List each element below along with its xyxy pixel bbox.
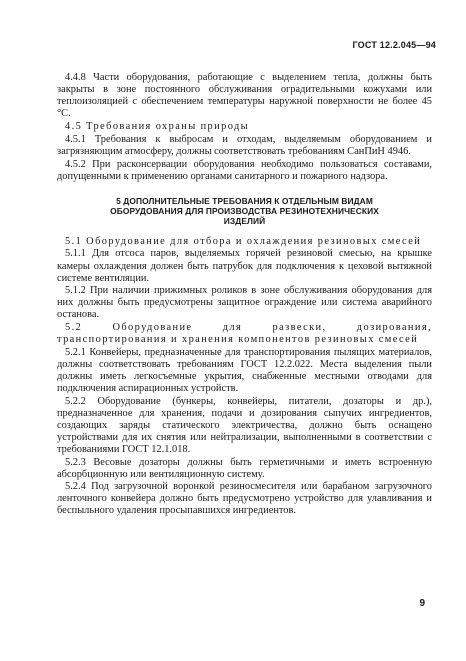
paragraph-5-1-1: 5.1.1 Для отсоса паров, выделяемых горячей резиновой смесью, на крышке камеры охлаждения должен быть патрубок для подключения к цеховой вытяжной системе вентиляции. bbox=[57, 248, 432, 284]
paragraph-4-5-2: 4.5.2 При расконсервации оборудования необходимо пользоваться составами, допущенными к применению органами санитарного и пожарного надзора. bbox=[57, 158, 432, 182]
paragraph-5-2-2: 5.2.2 Оборудование (бункеры, конвейеры, питатели, дозаторы и др.), предназначенное для хранения, подачи и дозирования сыпучих ингредиентов, создающих заряды статического электричества, должно быть оснащено устройствами для их снятия или нейтрализации, выполненными в соответствии с требованиями ГОСТ 12.1.018. bbox=[57, 395, 432, 455]
section-5-title-line: ОБОРУДОВАНИЯ ДЛЯ ПРОИЗВОДСТВА РЕЗИНОТЕХНИЧЕСКИХ bbox=[110, 205, 379, 216]
subsection-heading-4-5: 4.5 Требования охраны природы bbox=[65, 121, 250, 133]
subsection-heading-5-2: 5.2 Оборудование для развески, дозирования, транспортирования и хранения компонентов резиновых смесей bbox=[57, 322, 432, 346]
document-body bbox=[57, 72, 432, 518]
page-number: 9 bbox=[419, 598, 425, 609]
subsection-heading-5-1: 5.1 Оборудование для отбора и охлаждения резиновых смесей bbox=[65, 235, 422, 247]
section-5-title bbox=[57, 196, 432, 226]
paragraph-5-2-4: 5.2.4 Под загрузочной воронкой резиносмесителя или барабаном загрузочного ленточного конвейера должно быть предусмотрено устройство для улавливания и беспыльного удаления просыпавшихся ингредиентов. bbox=[57, 481, 432, 517]
paragraph-5-1-2: 5.1.2 При наличии прижимных роликов в зоне обслуживания оборудования для них должны быть предусмотрены защитное ограждение или система аварийного останова. bbox=[57, 285, 432, 321]
paragraph-5-2-1: 5.2.1 Конвейеры, предназначенные для транспортирования пылящих материалов, должны соответствовать требованиям ГОСТ 12.2.022. Места выделения пыли должны иметь легкосъемные укрытия, снабженные местными отводами для подключения аспирационных устройств. bbox=[57, 346, 432, 394]
paragraph-5-2-3: 5.2.3 Весовые дозаторы должны быть герметичными и иметь встроенную абсорбционную или вентиляционную систему. bbox=[57, 456, 432, 480]
section-5-title-line: ИЗДЕЛИЙ bbox=[223, 215, 266, 226]
standard-code-header: ГОСТ 12.2.045—94 bbox=[352, 40, 436, 50]
paragraph-4-4-8: 4.4.8 Части оборудования, работающие с выделением тепла, должны быть закрыты в зоне постоянного обслуживания оградительными кожухами или теплоизоляцией с обеспечением температуры наружной поверхности не более 45 °С. bbox=[57, 72, 432, 120]
section-5-title-line: 5 ДОПОЛНИТЕЛЬНЫЕ ТРЕБОВАНИЯ К ОТДЕЛЬНЫМ ВИДАМ bbox=[116, 195, 373, 206]
paragraph-4-5-1: 4.5.1 Требования к выбросам и отходам, выделяемым оборудованием и загрязняющим атмосферу, должны соответствовать требованиям СанПиН 4946. bbox=[57, 133, 432, 158]
